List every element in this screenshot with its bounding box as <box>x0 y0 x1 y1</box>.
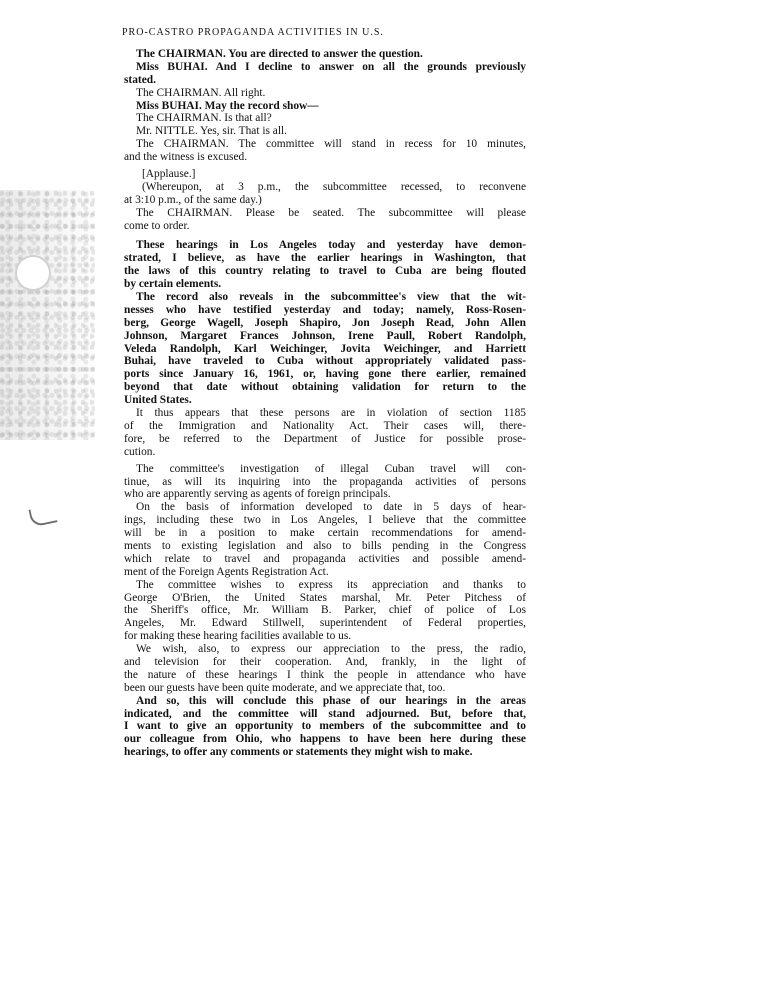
paragraph-line: The CHAIRMAN. All right. <box>136 86 266 99</box>
paragraph-line: We wish, also, to express our appreciation to the press, the radio, <box>136 643 526 656</box>
paragraph-line: Buhai, have traveled to Cuba without appropriately validated pass- <box>124 355 526 368</box>
paragraph-line: berg, George Wagell, Joseph Shapiro, Jon Joseph Read, John Allen <box>124 316 526 329</box>
document-text <box>124 48 526 759</box>
paragraph-line: our colleague from Ohio, who happens to have been here during these <box>124 733 526 746</box>
paragraph-line: United States. <box>124 394 192 407</box>
paragraph-line: ports since January 16, 1961, or, having gone there earlier, remained <box>124 368 526 381</box>
paragraph-line: I want to give an opportunity to members of the subcommittee and to <box>124 720 526 733</box>
paragraph-line: Johnson, Margaret Frances Johnson, Irene Paull, Robert Randolph, <box>124 329 526 342</box>
paragraph-line: the nature of these hearings I think the people in attendance who have <box>124 668 526 681</box>
paragraph-line: stated. <box>124 73 156 86</box>
paragraph-line: Miss BUHAI. And I decline to answer on all the grounds previously <box>136 60 526 73</box>
paragraph-line: and the witness is excused. <box>124 151 248 164</box>
paragraph-line: The committee wishes to express its appreciation and thanks to <box>136 578 526 591</box>
paragraph-line: who are apparently serving as agents of foreign principals. <box>124 488 391 501</box>
paragraph-line: and television for their cooperation. And, frankly, in the light of <box>124 655 526 668</box>
paragraph-line: The CHAIRMAN. The committee will stand in recess for 10 minutes, <box>136 138 526 151</box>
paragraph-line: fore, be referred to the Department of Justice for possible prose- <box>124 432 526 445</box>
paragraph-line: nesses who have testified yesterday and today; namely, Ross-Rosen- <box>124 303 526 316</box>
paragraph-line: which relate to travel and propaganda activities and possible amend- <box>124 552 526 565</box>
paragraph-line: The CHAIRMAN. Please be seated. The subcommittee will please <box>136 206 526 219</box>
paragraph-line: come to order. <box>124 219 190 232</box>
paragraph-line: The committee's investigation of illegal Cuban travel will con- <box>136 462 526 475</box>
paragraph-line: the Sheriff's office, Mr. William B. Parker, chief of police of Los <box>124 604 526 617</box>
paragraph-line: of the Immigration and Nationality Act. Their cases will, there- <box>124 419 526 432</box>
paragraph-line: at 3:10 p.m., of the same day.) <box>124 193 262 206</box>
paragraph-line: will be in a position to make certain recommendations for amend- <box>124 527 526 540</box>
paragraph-line: the laws of this country relating to travel to Cuba are being flouted <box>124 265 526 278</box>
paragraph-line: The CHAIRMAN. Is that all? <box>136 112 272 125</box>
paragraph-line: These hearings in Los Angeles today and yesterday have demon- <box>136 239 526 252</box>
paragraph-line: The record also reveals in the subcommittee's view that the wit- <box>136 291 526 304</box>
paragraph-line: tinue, as will its inquiring into the propaganda activities of persons <box>124 475 526 488</box>
paragraph-line: [Applause.] <box>142 168 196 181</box>
paragraph-line: On the basis of information developed to date in 5 days of hear- <box>136 501 526 514</box>
paragraph-line: by certain elements. <box>124 278 222 291</box>
paragraph-line: hearings, to offer any comments or statements they might wish to make. <box>124 746 473 759</box>
paragraph-line: And so, this will conclude this phase of our hearings in the areas <box>136 694 526 707</box>
paragraph-line: ment of the Foreign Agents Registration Act. <box>124 565 329 578</box>
paragraph-line: The CHAIRMAN. You are directed to answer the question. <box>136 48 423 60</box>
paragraph-line: cution. <box>124 445 156 458</box>
paragraph-line: (Whereupon, at 3 p.m., the subcommittee recessed, to reconvene <box>142 180 526 193</box>
paragraph-line: George O'Brien, the United States marshal, Mr. Peter Pitchess of <box>124 591 526 604</box>
paragraph-line: Mr. NITTLE. Yes, sir. That is all. <box>136 125 288 138</box>
margin-mark <box>28 504 57 527</box>
paragraph-line: strated, I believe, as have the earlier hearings in Washington, that <box>124 252 526 265</box>
paragraph-line: Angeles, Mr. Edward Stillwell, superintendent of Federal properties, <box>124 617 526 630</box>
paragraph-line: ments to existing legislation and also to bills pending in the Congress <box>124 539 526 552</box>
page-header: PRO-CASTRO PROPAGANDA ACTIVITIES IN U.S. <box>122 27 384 38</box>
paragraph-line: It thus appears that these persons are in violation of section 1185 <box>136 407 526 420</box>
scan-edge-noise <box>0 190 95 440</box>
paragraph-line: ings, including these two in Los Angeles, I believe that the committee <box>124 514 526 527</box>
paragraph-line: Miss BUHAI. May the record show— <box>136 99 319 112</box>
paragraph-line: Veleda Randolph, Karl Weichinger, Jovita Weichinger, and Harriett <box>124 342 526 355</box>
paragraph-line: indicated, and the committee will stand adjourned. But, before that, <box>124 707 526 720</box>
paragraph-line: for making these hearing facilities available to us. <box>124 630 352 643</box>
punch-hole <box>15 255 51 291</box>
paragraph-line: beyond that date without obtaining validation for return to the <box>124 381 526 394</box>
paragraph-line: been our guests have been quite moderate, and we appreciate that, too. <box>124 681 446 694</box>
